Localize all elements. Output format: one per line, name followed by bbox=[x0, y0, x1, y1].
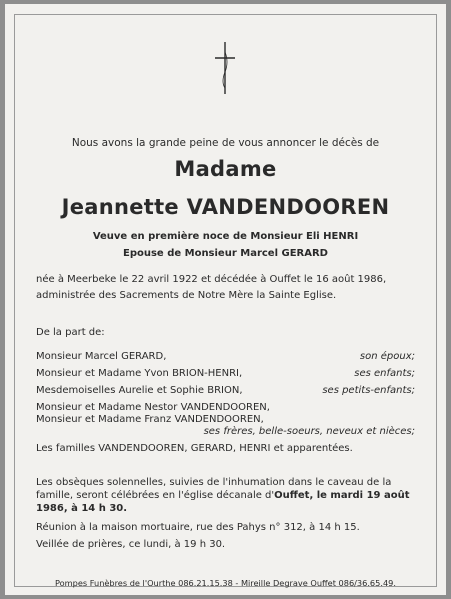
spouse-line: Epouse de Monsieur Marcel GERARD bbox=[123, 248, 328, 259]
widow-line: Veuve en première noce de Monsieur Eli HENRI bbox=[92, 231, 359, 242]
vigil-line: Veillée de prières, ce lundi, à 19 h 30. bbox=[36, 539, 226, 550]
death-notice-card bbox=[5, 4, 446, 595]
family-name: Monsieur Marcel GERARD, bbox=[36, 351, 167, 362]
family-relation: son époux; bbox=[359, 351, 415, 362]
family-name: Monsieur et Madame Nestor VANDENDOOREN, bbox=[36, 402, 270, 413]
siblings-relation: ses frères, belle-soeurs, neveux et nièces; bbox=[203, 426, 415, 437]
deceased-name: Jeannette VANDENDOOREN bbox=[61, 195, 390, 219]
family-name: Mesdemoiselles Aurelie et Sophie BRION, bbox=[36, 385, 243, 396]
funeral-date-place: Ouffet, le mardi 19 août bbox=[274, 490, 410, 501]
funeral-line-1: Les obsèques solennelles, suivies de l'inhumation dans le caveau de la bbox=[36, 477, 392, 488]
birth-line: née à Meerbeke le 22 avril 1922 et décédée à Ouffet le 16 août 1986, bbox=[36, 274, 387, 285]
family-name: Monsieur et Madame Yvon BRION-HENRI, bbox=[36, 368, 243, 379]
funeral-line-2-text: famille, seront célébrées en l'église décanale d' bbox=[36, 490, 275, 501]
funeral-line-2 bbox=[36, 490, 410, 501]
from-label: De la part de: bbox=[36, 327, 105, 338]
footer-funeral-home: Pompes Funèbres de l'Ourthe 086.21.15.38 - Mireille Degrave Ouffet 086/36.65.49. bbox=[55, 578, 396, 588]
family-relation: ses enfants; bbox=[354, 368, 415, 379]
title-madame: Madame bbox=[174, 157, 277, 181]
funeral-time: 1986, à 14 h 30. bbox=[36, 503, 128, 514]
families-line: Les familles VANDENDOOREN, GERARD, HENRI et apparentées. bbox=[36, 443, 353, 454]
reunion-line: Réunion à la maison mortuaire, rue des Pahys n° 312, à 14 h 15. bbox=[36, 522, 360, 533]
family-relation: ses petits-enfants; bbox=[322, 385, 415, 396]
sacrament-line: administrée des Sacrements de Notre Mère la Sainte Eglise. bbox=[36, 290, 337, 301]
intro-text: Nous avons la grande peine de vous annoncer le décès de bbox=[71, 137, 380, 149]
cross-icon bbox=[212, 40, 238, 96]
family-name: Monsieur et Madame Franz VANDENDOOREN, bbox=[36, 414, 264, 425]
